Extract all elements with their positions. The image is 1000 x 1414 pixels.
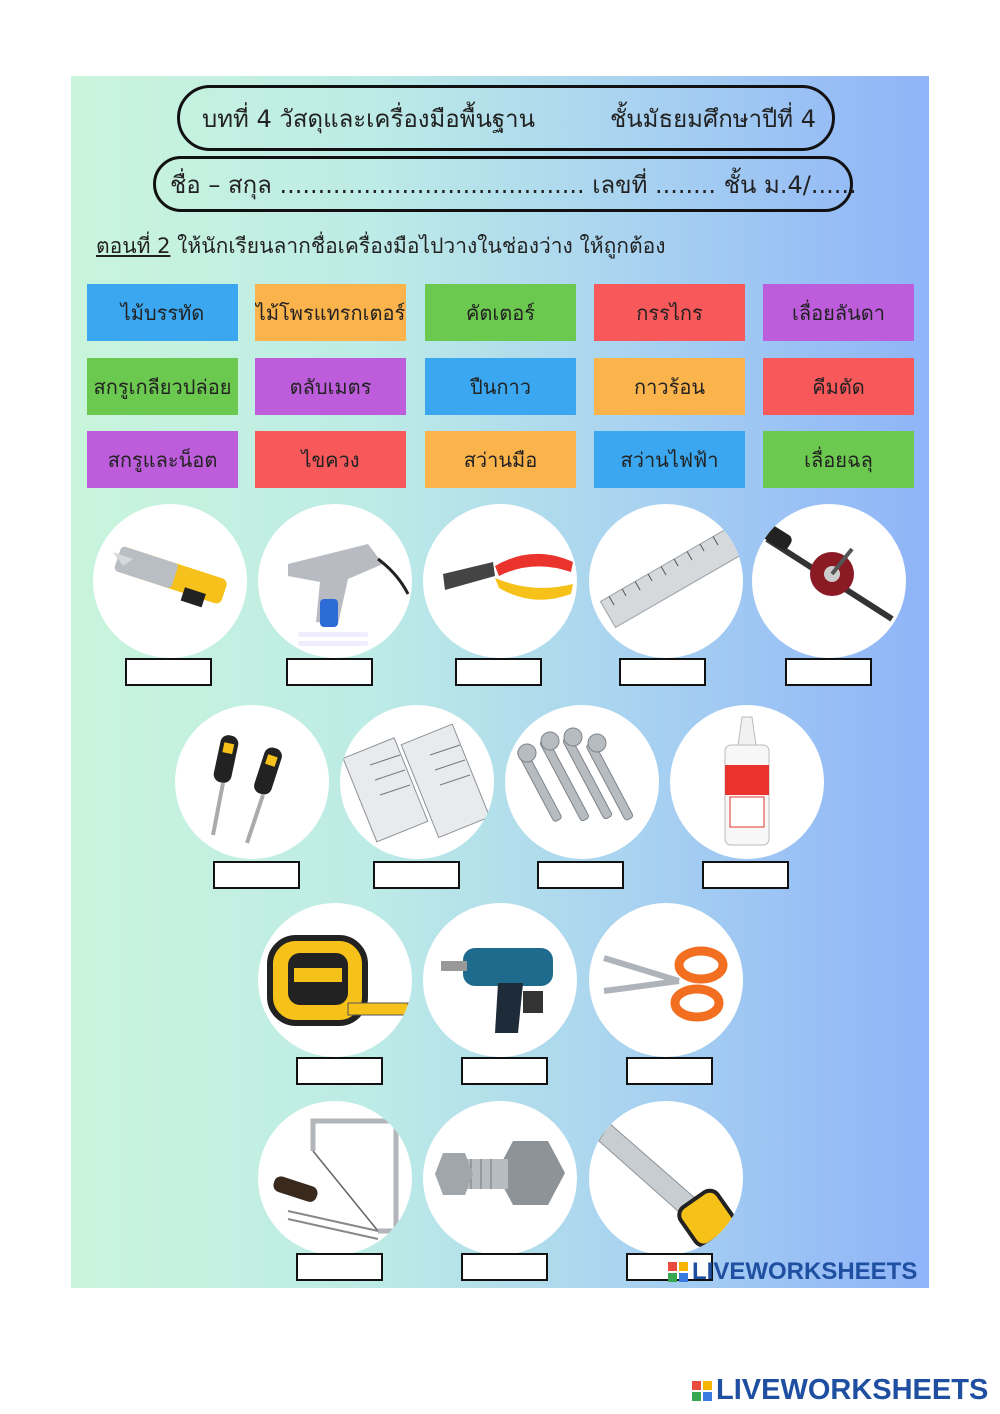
electric-drill-icon [423,903,577,1057]
word-tag[interactable]: ไขควง [255,431,406,488]
word-tag[interactable]: คัตเตอร์ [425,284,576,341]
tape-measure-icon [258,903,412,1057]
cutting-pliers-icon [423,504,577,658]
ruler-icon [589,504,743,658]
word-tag[interactable]: ปืนกาว [425,358,576,415]
protractor-icon [340,705,494,859]
answer-drop-box[interactable] [461,1253,548,1281]
word-tag[interactable]: สว่านไฟฟ้า [594,431,745,488]
word-tag[interactable]: สว่านมือ [425,431,576,488]
coping-saw-icon [258,1101,412,1255]
answer-drop-box[interactable] [785,658,872,686]
student-info-banner [153,156,857,212]
footer-text: LIVEWORKSHEETS [716,1374,989,1406]
word-tag[interactable]: ไม้โพรแทรกเตอร์ [255,284,406,341]
screwdriver-icon [175,705,329,859]
scissors-icon [589,903,743,1057]
word-tag[interactable]: เลื่อยฉลุ [763,431,914,488]
word-tag[interactable]: กาวร้อน [594,358,745,415]
instruction [96,230,666,263]
liveworksheets-watermark [668,1258,917,1286]
word-tag[interactable]: สกรูและน็อต [87,431,238,488]
glue-gun-icon [258,504,412,658]
answer-drop-box[interactable] [296,1057,383,1085]
name-line: ชื่อ – สกุล ........................................ เลขที่ ........ ชั้น ม.4/...... [170,170,857,199]
liveworksheets-footer [692,1374,988,1407]
word-tag[interactable]: กรรไกร [594,284,745,341]
instruction-text: ให้นักเรียนลากชื่อเครื่องมือไปวางในช่องว่าง ให้ถูกต้อง [170,234,666,258]
answer-drop-box[interactable] [461,1057,548,1085]
answer-drop-box[interactable] [125,658,212,686]
hand-saw-icon [589,1101,743,1255]
watermark-text: LIVEWORKSHEETS [692,1258,918,1285]
answer-drop-box[interactable] [619,658,706,686]
answer-drop-box[interactable] [373,861,460,889]
answer-drop-box[interactable] [213,861,300,889]
word-tag[interactable]: ตลับเมตร [255,358,406,415]
lesson-title: บทที่ 4 วัสดุและเครื่องมือพื้นฐาน [202,104,536,133]
answer-drop-box[interactable] [537,861,624,889]
cutter-icon [93,504,247,658]
worksheet-page [71,76,929,1288]
word-tag[interactable]: สกรูเกลียวปล่อย [87,358,238,415]
liveworksheets-logo-icon [692,1381,712,1401]
grade-level: ชั้นมัธยมศึกษาปีที่ 4 [609,104,816,133]
self-tapping-screw-icon [505,705,659,859]
liveworksheets-logo-icon [668,1262,688,1282]
super-glue-icon [670,705,824,859]
answer-drop-box[interactable] [296,1253,383,1281]
hand-drill-icon [752,504,906,658]
word-tag[interactable]: ไม้บรรทัด [87,284,238,341]
title-banner [177,85,835,151]
answer-drop-box[interactable] [702,861,789,889]
bolt-and-nut-icon [423,1101,577,1255]
answer-drop-box[interactable] [455,658,542,686]
answer-drop-box[interactable] [626,1057,713,1085]
part-label: ตอนที่ 2 [96,234,171,258]
answer-drop-box[interactable] [286,658,373,686]
word-tag[interactable]: คีมตัด [763,358,914,415]
word-tag[interactable]: เลื่อยลันดา [763,284,914,341]
